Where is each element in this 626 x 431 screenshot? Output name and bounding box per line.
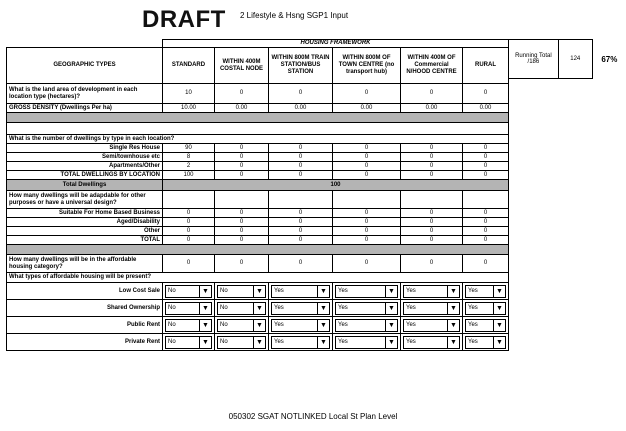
- select-value: Yes: [468, 287, 478, 294]
- document-title: 2 Lifestyle & Hsng SGP1 Input: [240, 11, 349, 20]
- adaptable-cell[interactable]: 0: [215, 209, 269, 218]
- affordable-type-select[interactable]: [335, 319, 398, 332]
- adaptable-total-cell: 0: [215, 236, 269, 245]
- select-value: Yes: [406, 287, 416, 294]
- adaptable-cell[interactable]: 0: [215, 227, 269, 236]
- select-value: Yes: [338, 287, 348, 294]
- framework-title: HOUSING FRAMEWORK: [163, 40, 509, 48]
- dwelling-cell[interactable]: 2: [163, 162, 215, 171]
- land-cell[interactable]: 10: [163, 84, 215, 104]
- affordable-type-select[interactable]: [271, 319, 330, 332]
- triangle-down-icon[interactable]: ▼: [253, 320, 265, 331]
- affordable-cell[interactable]: 0: [163, 255, 215, 273]
- dwelling-cell[interactable]: 0: [401, 144, 463, 153]
- triangle-down-icon[interactable]: ▼: [317, 337, 329, 348]
- dwelling-total-cell: 0: [269, 171, 333, 180]
- adaptable-cell[interactable]: 0: [269, 227, 333, 236]
- select-value: Yes: [338, 321, 348, 328]
- dwelling-total-cell: 100: [163, 171, 215, 180]
- affordable-question: How many dwellings will be in the affordable housing category?: [7, 255, 163, 273]
- affordable-type-select[interactable]: [335, 285, 398, 298]
- dwelling-cell[interactable]: 0: [401, 162, 463, 171]
- select-value: No: [220, 304, 228, 311]
- land-cell[interactable]: 0: [401, 84, 463, 104]
- col-commercial: WITHIN 400M OF Commercial N/HOOD CENTRE: [401, 48, 463, 84]
- affordable-cell[interactable]: 0: [401, 255, 463, 273]
- land-cell[interactable]: 0: [215, 84, 269, 104]
- dwellings-question: What is the number of dwellings by type in each location?: [7, 135, 509, 144]
- col-train: WITHIN 800M TRAIN STATION/BUS STATION: [269, 48, 333, 84]
- select-value: Yes: [468, 304, 478, 311]
- adaptable-cell[interactable]: 0: [163, 218, 215, 227]
- triangle-down-icon[interactable]: ▼: [447, 286, 459, 297]
- triangle-down-icon[interactable]: ▼: [385, 337, 397, 348]
- dwelling-total-label: TOTAL DWELLINGS BY LOCATION: [7, 171, 163, 180]
- adaptable-label: Other: [7, 227, 163, 236]
- adaptable-cell[interactable]: 0: [401, 227, 463, 236]
- density-cell: 0.00: [215, 104, 269, 113]
- adaptable-label: Suitable For Home Based Business: [7, 209, 163, 218]
- select-value: No: [168, 287, 176, 294]
- adaptable-total-cell: 0: [463, 236, 509, 245]
- housing-framework-table: [6, 39, 509, 351]
- adaptable-total-cell: 0: [269, 236, 333, 245]
- land-cell[interactable]: 0: [269, 84, 333, 104]
- affordable-type-select[interactable]: [165, 302, 212, 315]
- affordable-type-select[interactable]: [403, 302, 460, 315]
- triangle-down-icon[interactable]: ▼: [253, 286, 265, 297]
- dwelling-total-cell: 0: [215, 171, 269, 180]
- density-cell: 0.00: [333, 104, 401, 113]
- select-value: No: [220, 321, 228, 328]
- affordable-type-select[interactable]: [165, 285, 212, 298]
- triangle-down-icon[interactable]: ▼: [199, 286, 211, 297]
- select-value: Yes: [274, 287, 284, 294]
- triangle-down-icon[interactable]: ▼: [253, 303, 265, 314]
- col-geographic: GEOGRAPHIC TYPES: [7, 48, 163, 84]
- dwelling-cell[interactable]: 0: [333, 153, 401, 162]
- select-value: No: [168, 304, 176, 311]
- type-row-public-rent: [7, 317, 509, 334]
- adaptable-cell[interactable]: 0: [463, 227, 509, 236]
- type-row-private-rent: [7, 334, 509, 351]
- affordable-type-select[interactable]: [465, 302, 506, 315]
- select-value: No: [220, 287, 228, 294]
- adaptable-label: Aged/Disability: [7, 218, 163, 227]
- select-value: Yes: [338, 304, 348, 311]
- dwelling-cell[interactable]: 0: [333, 144, 401, 153]
- triangle-down-icon[interactable]: ▼: [493, 320, 505, 331]
- adaptable-total-cell: 0: [163, 236, 215, 245]
- adaptable-cell[interactable]: 0: [215, 218, 269, 227]
- total-dwellings-label: Total Dwellings: [7, 180, 163, 191]
- select-value: Yes: [274, 338, 284, 345]
- adaptable-cell[interactable]: 0: [163, 227, 215, 236]
- dwelling-type-label: Single Res House: [7, 144, 163, 153]
- affordable-type-select[interactable]: [465, 285, 506, 298]
- triangle-down-icon[interactable]: ▼: [199, 303, 211, 314]
- select-value: Yes: [468, 338, 478, 345]
- affordable-cell[interactable]: 0: [269, 255, 333, 273]
- col-coastal: WITHIN 400M COSTAL NODE: [215, 48, 269, 84]
- running-total-value: 124: [558, 40, 592, 79]
- separator-row: [7, 113, 509, 123]
- affordable-type-select[interactable]: [217, 302, 266, 315]
- adaptable-cell[interactable]: 0: [163, 209, 215, 218]
- adaptable-total-cell: 0: [333, 236, 401, 245]
- dwelling-cell[interactable]: 90: [163, 144, 215, 153]
- affordable-cell[interactable]: 0: [333, 255, 401, 273]
- dwelling-cell[interactable]: 0: [463, 144, 509, 153]
- type-label: Shared Ownership: [7, 300, 163, 317]
- select-value: Yes: [406, 338, 416, 345]
- triangle-down-icon[interactable]: ▼: [317, 320, 329, 331]
- select-value: No: [168, 338, 176, 345]
- triangle-down-icon[interactable]: ▼: [199, 320, 211, 331]
- land-cell[interactable]: 0: [463, 84, 509, 104]
- affordable-type-select[interactable]: [217, 319, 266, 332]
- dwelling-cell[interactable]: 0: [215, 153, 269, 162]
- adaptable-cell[interactable]: 0: [333, 218, 401, 227]
- select-value: Yes: [406, 321, 416, 328]
- density-cell: 0.00: [401, 104, 463, 113]
- adaptable-cell[interactable]: 0: [401, 209, 463, 218]
- type-label: Private Rent: [7, 334, 163, 351]
- adaptable-total-cell: 0: [401, 236, 463, 245]
- affordable-type-select[interactable]: [403, 319, 460, 332]
- dwelling-cell[interactable]: 0: [269, 162, 333, 171]
- triangle-down-icon[interactable]: ▼: [447, 303, 459, 314]
- triangle-down-icon[interactable]: ▼: [493, 286, 505, 297]
- triangle-down-icon[interactable]: ▼: [199, 337, 211, 348]
- dwelling-total-cell: 0: [401, 171, 463, 180]
- adaptable-question: How many dwellings will be adapdable for other purposes or have a universal design?: [7, 191, 163, 209]
- dwelling-cell[interactable]: 0: [333, 162, 401, 171]
- select-value: Yes: [468, 321, 478, 328]
- type-label: Public Rent: [7, 317, 163, 334]
- adaptable-cell[interactable]: 0: [333, 209, 401, 218]
- type-label: Low Cost Sale: [7, 283, 163, 300]
- col-town: WITHIN 800M OF TOWN CENTRE (no transport hub): [333, 48, 401, 84]
- dwelling-cell[interactable]: 0: [463, 153, 509, 162]
- density-cell: 10.00: [163, 104, 215, 113]
- running-total-summary: [508, 39, 626, 79]
- affordable-type-select[interactable]: [217, 285, 266, 298]
- adaptable-cell[interactable]: 0: [463, 218, 509, 227]
- select-value: No: [220, 338, 228, 345]
- select-value: Yes: [274, 321, 284, 328]
- affordable-type-select[interactable]: [271, 336, 330, 349]
- draft-watermark: DRAFT: [142, 6, 226, 33]
- triangle-down-icon[interactable]: ▼: [493, 337, 505, 348]
- affordable-type-select[interactable]: [465, 336, 506, 349]
- footer-reference: 050302 SGAT NOTLINKED Local St Plan Level: [228, 412, 398, 421]
- dwelling-total-cell: 0: [463, 171, 509, 180]
- running-total-label: Running Total /186: [509, 40, 559, 79]
- completion-percent: 67%: [601, 54, 618, 64]
- dwelling-cell[interactable]: 8: [163, 153, 215, 162]
- affordable-type-select[interactable]: [217, 336, 266, 349]
- affordable-type-select[interactable]: [465, 319, 506, 332]
- col-rural: RURAL: [463, 48, 509, 84]
- adaptable-cell[interactable]: 0: [463, 209, 509, 218]
- adaptable-cell[interactable]: 0: [269, 218, 333, 227]
- adaptable-total-label: TOTAL: [7, 236, 163, 245]
- select-value: Yes: [406, 304, 416, 311]
- density-cell: 0.00: [269, 104, 333, 113]
- affordable-type-select[interactable]: [271, 285, 330, 298]
- triangle-down-icon[interactable]: ▼: [385, 320, 397, 331]
- affordable-type-select[interactable]: [165, 336, 212, 349]
- select-value: No: [168, 321, 176, 328]
- triangle-down-icon[interactable]: ▼: [493, 303, 505, 314]
- type-row-shared-ownership: [7, 300, 509, 317]
- col-standard: STANDARD: [163, 48, 215, 84]
- dwelling-cell[interactable]: 0: [401, 153, 463, 162]
- adaptable-cell[interactable]: 0: [401, 218, 463, 227]
- dwelling-type-label: Semi/townhouse etc: [7, 153, 163, 162]
- dwelling-cell[interactable]: 0: [269, 153, 333, 162]
- affordable-type-select[interactable]: [403, 285, 460, 298]
- density-label: GROSS DENSITY (Dwellings Per ha): [7, 104, 163, 113]
- land-cell[interactable]: 0: [333, 84, 401, 104]
- dwelling-cell[interactable]: 0: [215, 144, 269, 153]
- dwelling-cell[interactable]: 0: [269, 144, 333, 153]
- total-dwellings-value: 100: [163, 180, 509, 191]
- affordable-type-select[interactable]: [335, 302, 398, 315]
- adaptable-cell[interactable]: 0: [333, 227, 401, 236]
- affordable-type-select[interactable]: [403, 336, 460, 349]
- affordable-cell[interactable]: 0: [463, 255, 509, 273]
- select-value: Yes: [338, 338, 348, 345]
- triangle-down-icon[interactable]: ▼: [317, 286, 329, 297]
- select-value: Yes: [274, 304, 284, 311]
- adaptable-cell[interactable]: 0: [269, 209, 333, 218]
- dwelling-cell[interactable]: 0: [463, 162, 509, 171]
- land-question: What is the land area of development in each location type (hectares)?: [7, 84, 163, 104]
- triangle-down-icon[interactable]: ▼: [385, 286, 397, 297]
- separator-row: [7, 245, 509, 255]
- dwelling-cell[interactable]: 0: [215, 162, 269, 171]
- dwelling-total-cell: 0: [333, 171, 401, 180]
- triangle-down-icon[interactable]: ▼: [253, 337, 265, 348]
- types-question: What types of affordable housing will be present?: [7, 273, 509, 283]
- dwelling-type-label: Apartments/Other: [7, 162, 163, 171]
- affordable-type-select[interactable]: [165, 319, 212, 332]
- affordable-cell[interactable]: 0: [215, 255, 269, 273]
- density-cell: 0.00: [463, 104, 509, 113]
- triangle-down-icon[interactable]: ▼: [385, 303, 397, 314]
- triangle-down-icon[interactable]: ▼: [447, 337, 459, 348]
- affordable-type-select[interactable]: [335, 336, 398, 349]
- type-row-low-cost-sale: [7, 283, 509, 300]
- affordable-type-select[interactable]: [271, 302, 330, 315]
- triangle-down-icon[interactable]: ▼: [447, 320, 459, 331]
- triangle-down-icon[interactable]: ▼: [317, 303, 329, 314]
